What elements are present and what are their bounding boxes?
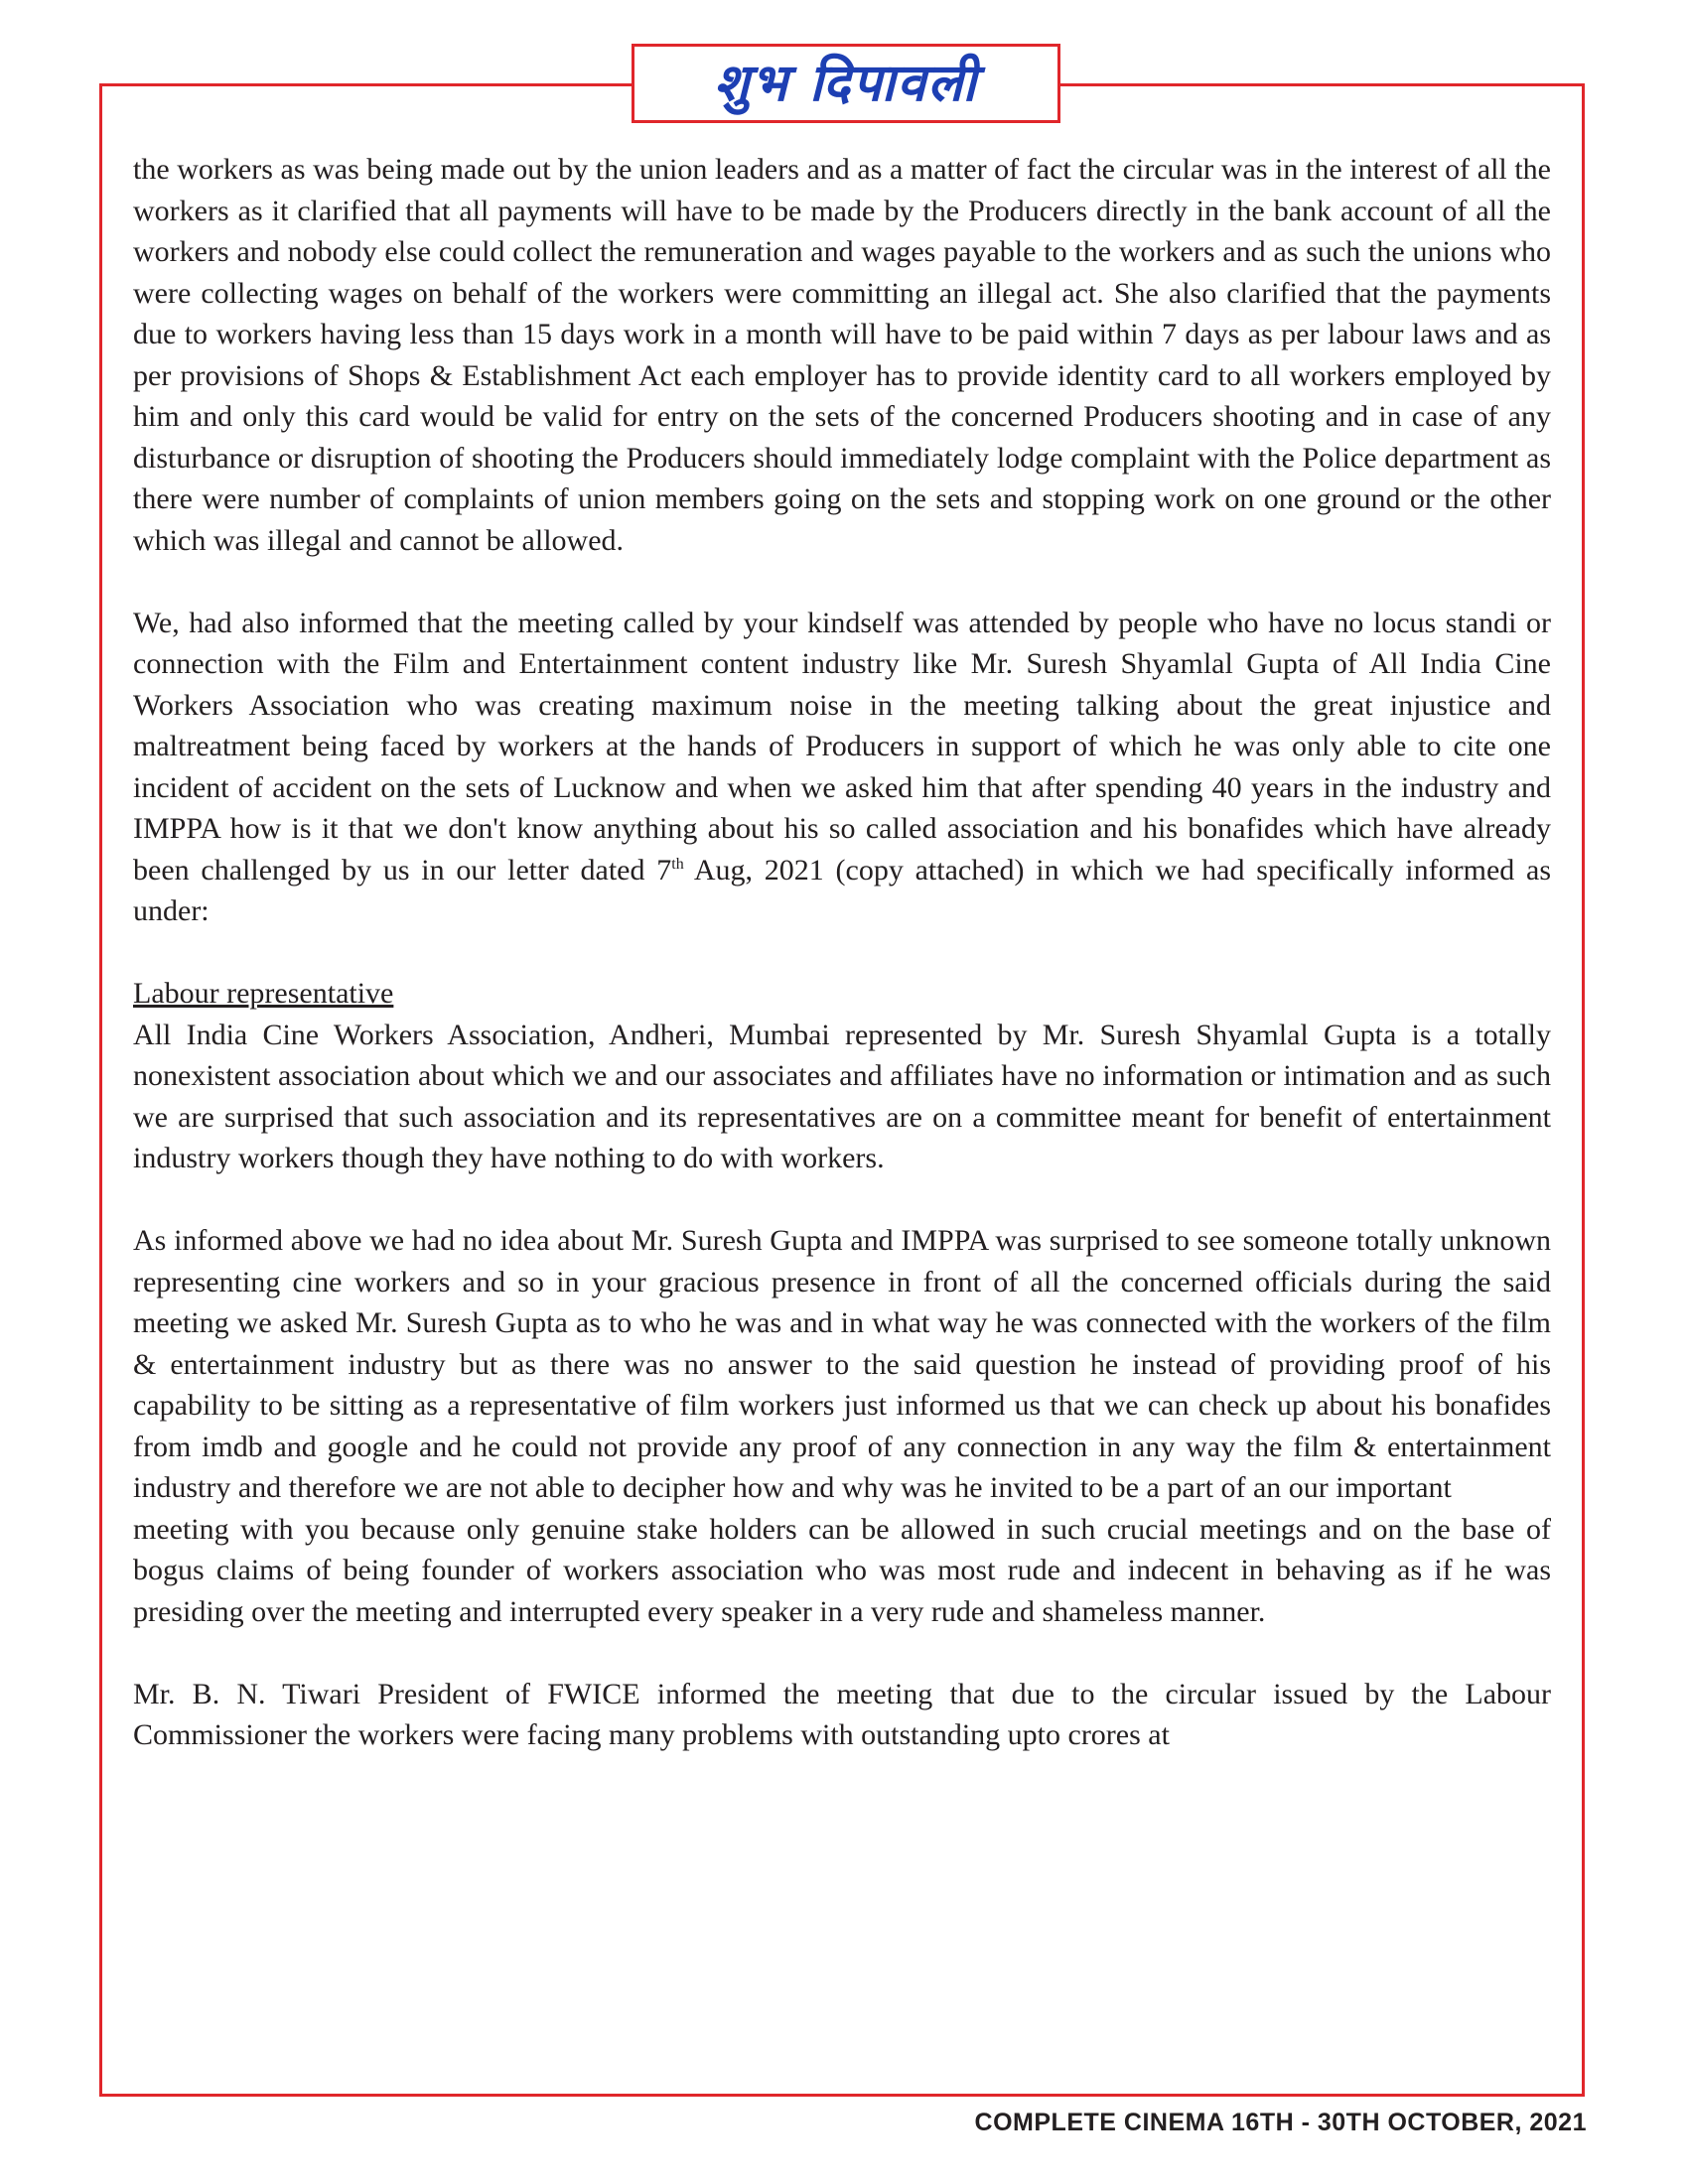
- greeting-title: शुभ दिपावली: [714, 54, 978, 113]
- paragraph-meeting-attendees: [133, 603, 1551, 932]
- paragraph-fwice: Mr. B. N. Tiwari President of FWICE informed the meeting that due to the circular issued by the Labour Commissioner the workers were facing many problems with outstanding upto crores at: [133, 1677, 1551, 1751]
- paragraph-meeting-attendees-text: We, had also informed that the meeting called by your kindself was attended by people who have no locus standi or connection with the Film and Entertainment content industry like Mr. Suresh Shyamlal Gupta of All India Cine Workers Association who was creating maximum noise in the meeting talking about the great injustice and maltreatment being faced by workers at the hands of Producers in support of which he was only able to cite one incident of accident on the sets of Lucknow and when we asked him that after spending 40 years in the industry and IMPPA how is it that we don't know anything about his so called association and his bonafides which have already been challenged by us in our letter dated 7: [133, 606, 1551, 887]
- paragraph-association: All India Cine Workers Association, Andheri, Mumbai represented by Mr. Suresh Shyamlal Gupta is a totally nonexistent association about which we and our associates and affiliates have no information or intimation and as such we are surprised that such association and its representatives are on a committee meant for benefit of entertainment industry workers though they have nothing to do with workers.: [133, 1018, 1551, 1174]
- date-ordinal-suffix: th: [671, 855, 684, 873]
- paragraph-meeting-attendees-end: Aug, 2021 (copy attached) in which we had specifically informed as under:: [133, 853, 1552, 927]
- section-heading-labour-representative: Labour representative: [133, 977, 394, 1010]
- paragraph-suresh-gupta: As informed above we had no idea about Mr. Suresh Gupta and IMPPA was surprised to see someone totally unknown representing cine workers and so in your gracious presence in front of all the concerned officials during the said meeting we asked Mr. Suresh Gupta as to who he was and in what way he was connected with the workers of the film & entertainment industry but as there was no answer to the said question he instead of providing proof of his capability to be sitting as a representative of film workers just informed us that we can check up about his bonafides from imdb and google and he could not provide any proof of any connection in any way the film & entertainment industry and therefore we are not able to decipher how and why was he invited to be a part of an our important: [133, 1224, 1551, 1504]
- article-body: [133, 149, 1551, 1797]
- diwali-greeting-banner: [632, 44, 1060, 123]
- paragraph-circular: the workers as was being made out by the union leaders and as a matter of fact the circular was in the interest of all the workers as it clarified that all payments will have to be made by the Producers directly in the bank account of all the workers and nobody else could collect the remuneration and wages payable to the workers and as such the unions who were collecting wages on behalf of the workers were committing an illegal act. She also clarified that the payments due to workers having less than 15 days work in a month will have to be paid within 7 days as per labour laws and as per provisions of Shops & Establishment Act each employer has to provide identity card to all workers employed by him and only this card would be valid for entry on the sets of the concerned Producers shooting and in case of any disturbance or disruption of shooting the Producers should immediately lodge complaint with the Police department as there were number of complaints of union members going on the sets and stopping work on one ground or the other which was illegal and cannot be allowed.: [133, 153, 1551, 557]
- paragraph-meeting-conduct: meeting with you because only genuine stake holders can be allowed in such crucial meetings and on the base of bogus claims of being founder of workers association who was most rude and indecent in behaving as if he was presiding over the meeting and interrupted every speaker in a very rude and shameless manner.: [133, 1512, 1551, 1628]
- publication-footer: COMPLETE CINEMA 16TH - 30TH OCTOBER, 2021: [974, 2109, 1587, 2136]
